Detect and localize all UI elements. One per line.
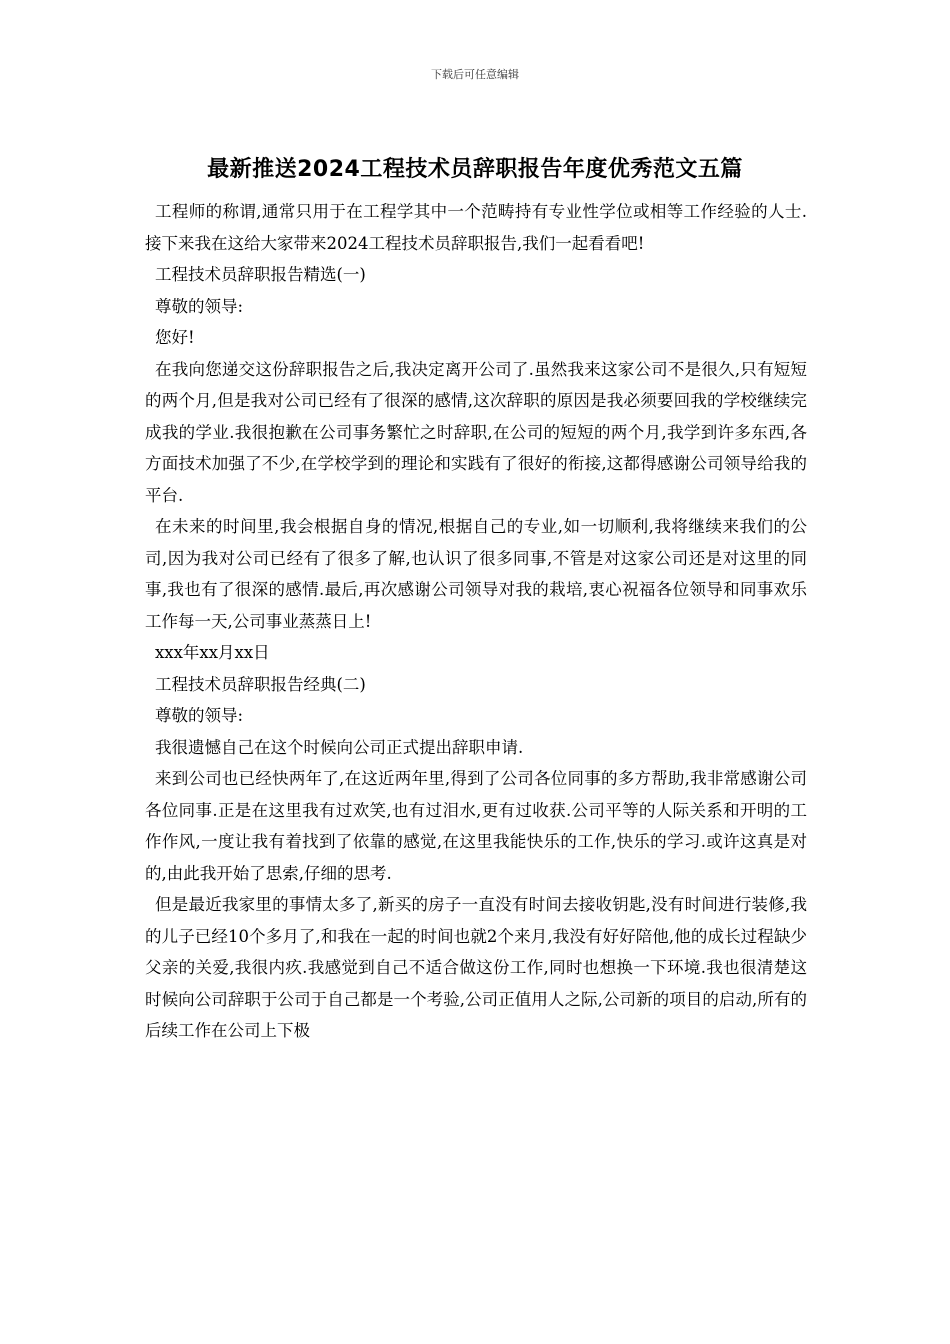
paragraph: 但是最近我家里的事情太多了,新买的房子一直没有时间去接收钥匙,没有时间进行装修,我的儿子已经10个多月了,和我在一起的时间也就2个来月,我没有好好陪他,他的成长过程缺少父亲的关爱,我很内疚.我感觉到自己不适合做这份工作,同时也想换一下环境.我也很清楚这时候向公司辞职于公司于自己都是一个考验,公司正值用人之际,公司新的项目的启动,所有的后续工作在公司上下极: [145, 895, 807, 1040]
salutation: 尊敬的领导:: [155, 706, 244, 725]
document-title: 最新推送2024工程技术员辞职报告年度优秀范文五篇: [207, 157, 743, 182]
document-body: [145, 196, 807, 1047]
paragraph: 在未来的时间里,我会根据自身的情况,根据自己的专业,如一切顺利,我将继续来我们的公司,因为我对公司已经有了很多了解,也认识了很多同事,不管是对这家公司还是对这里的同事,我也有了很深的感情.最后,再次感谢公司领导对我的栽培,衷心祝福各位领导和同事欢乐工作每一天,公司事业蒸蒸日上!: [145, 517, 807, 631]
paragraph: 在我向您递交这份辞职报告之后,我决定离开公司了.虽然我来这家公司不是很久,只有短短的两个月,但是我对公司已经有了很深的感情,这次辞职的原因是我必须要回我的学校继续完成我的学业.我很抱歉在公司事务繁忙之时辞职,在公司的短短的两个月,我学到许多东西,各方面技术加强了不少,在学校学到的理论和实践有了很好的衔接,这都得感谢公司领导给我的平台.: [145, 359, 807, 505]
section-heading-2: 工程技术员辞职报告经典(二): [155, 674, 366, 694]
page-header-note: 下载后可任意编辑: [431, 68, 519, 81]
greeting: 您好!: [155, 328, 195, 347]
section-heading-1: 工程技术员辞职报告精选(一): [155, 265, 366, 284]
salutation: 尊敬的领导:: [155, 296, 244, 316]
paragraph-intro: 工程师的称谓,通常只用于在工程学其中一个范畴持有专业性学位或相等工作经验的人士.接下来我在这给大家带来2024工程技术员辞职报告,我们一起看看吧!: [145, 202, 807, 253]
paragraph: 我很遗憾自己在这个时候向公司正式提出辞职申请.: [155, 737, 524, 757]
paragraph: 来到公司也已经快两年了,在这近两年里,得到了公司各位同事的多方帮助,我非常感谢公司各位同事.正是在这里我有过欢笑,也有过泪水,更有过收获.公司平等的人际关系和开明的工作作风,一度让我有着找到了依靠的感觉,在这里我能快乐的工作,快乐的学习.或许这真是对的,由此我开始了思索,仔细的思考.: [145, 769, 807, 883]
date-line: xxx年xx月xx日: [155, 643, 270, 662]
